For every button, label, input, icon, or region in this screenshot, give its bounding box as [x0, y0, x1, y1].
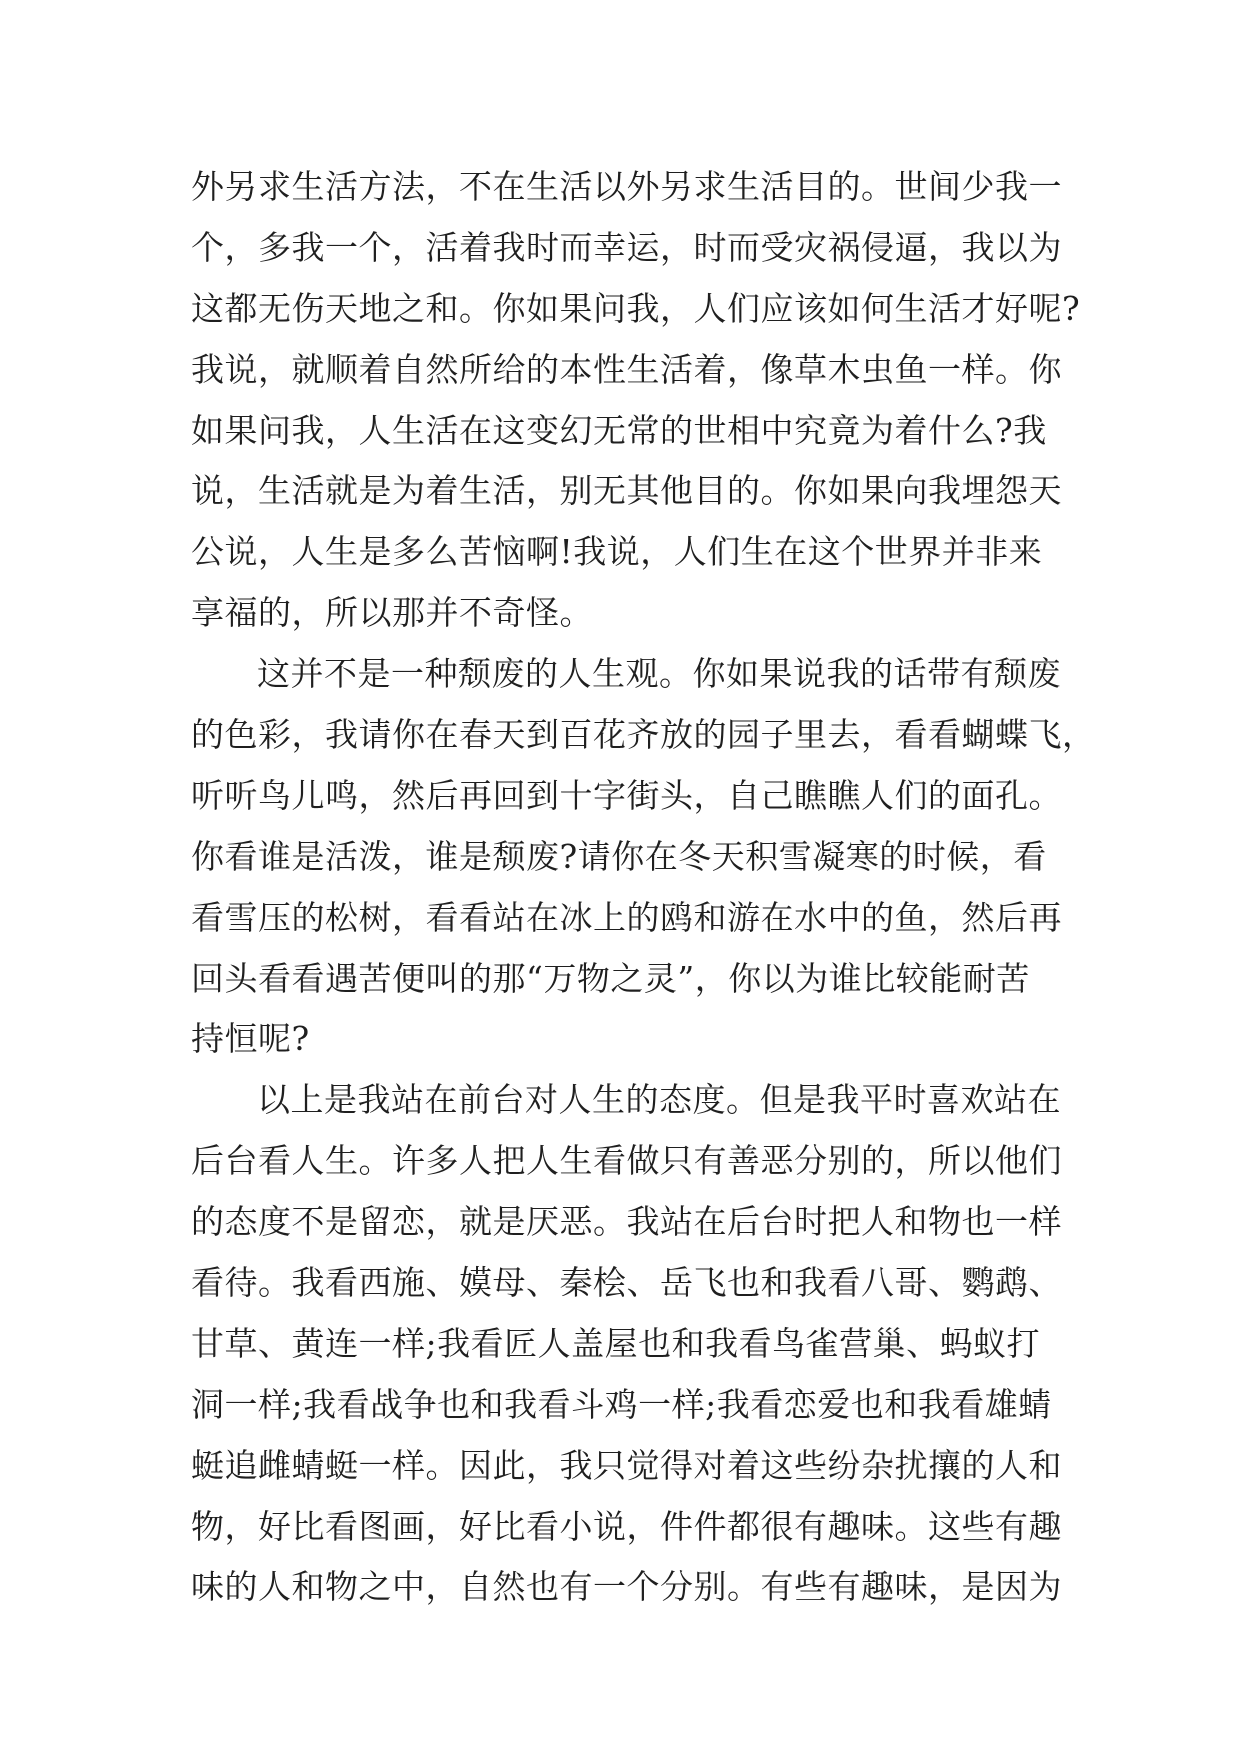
text-line: 如果问我，人生活在这变幻无常的世相中究竟为着什么?我	[191, 410, 1047, 450]
text-line: 后台看人生。许多人把人生看做只有善恶分别的，所以他们	[191, 1141, 1062, 1181]
body-text	[191, 157, 1096, 1618]
text-line: 的态度不是留恋，就是厌恶。我站在后台时把人和物也一样	[191, 1202, 1062, 1242]
text-line: 我说，就顺着自然所给的本性生活着，像草木虫鱼一样。你	[191, 349, 1062, 389]
text-line: 味的人和物之中，自然也有一个分别。有些有趣味，是因为	[191, 1567, 1062, 1607]
text-line: 你看谁是活泼，谁是颓废?请你在冬天积雪凝寒的时候，看	[191, 836, 1047, 876]
text-line: 的色彩，我请你在春天到百花齐放的园子里去，看看蝴蝶飞，	[191, 715, 1096, 755]
text-line: 外另求生活方法，不在生活以外另求生活目的。世间少我一	[191, 167, 1062, 206]
text-line: 持恒呢?	[191, 1019, 310, 1059]
text-line: 看雪压的松树，看看站在冰上的鸥和游在水中的鱼，然后再	[191, 897, 1062, 937]
text-line: 物，好比看图画，好比看小说，件件都很有趣味。这些有趣	[191, 1506, 1062, 1546]
text-line: 说，生活就是为着生活，别无其他目的。你如果向我埋怨天	[191, 471, 1062, 511]
text-line: 回头看看遇苦便叫的那“万物之灵”，你以为谁比较能耐苦	[191, 958, 1030, 998]
text-line: 个，多我一个，活着我时而幸运，时而受灾祸侵逼，我以为	[191, 227, 1062, 267]
text-line: 公说，人生是多么苦恼啊!我说，人们生在这个世界并非来	[191, 532, 1043, 572]
text-line: 听听鸟儿鸣，然后再回到十字街头，自己瞧瞧人们的面孔。	[191, 775, 1062, 815]
text-line: 甘草、黄连一样;我看匠人盖屋也和我看鸟雀营巢、蚂蚁打	[191, 1323, 1041, 1363]
text-line: 蜓追雌蜻蜓一样。因此，我只觉得对着这些纷杂扰攘的人和	[191, 1445, 1062, 1485]
text-line: 看待。我看西施、嫫母、秦桧、岳飞也和我看八哥、鹦鹉、	[191, 1263, 1062, 1303]
paragraph-first-line: 以上是我站在前台对人生的态度。但是我平时喜欢站在	[257, 1080, 1061, 1120]
text-line: 这都无伤天地之和。你如果问我，人们应该如何生活才好呢?	[191, 288, 1081, 328]
text-line: 享福的，所以那并不奇怪。	[191, 593, 593, 633]
text-line: 洞一样;我看战争也和我看斗鸡一样;我看恋爱也和我看雄蜻	[191, 1384, 1052, 1424]
paragraph-first-line: 这并不是一种颓废的人生观。你如果说我的话带有颓废	[257, 654, 1061, 694]
